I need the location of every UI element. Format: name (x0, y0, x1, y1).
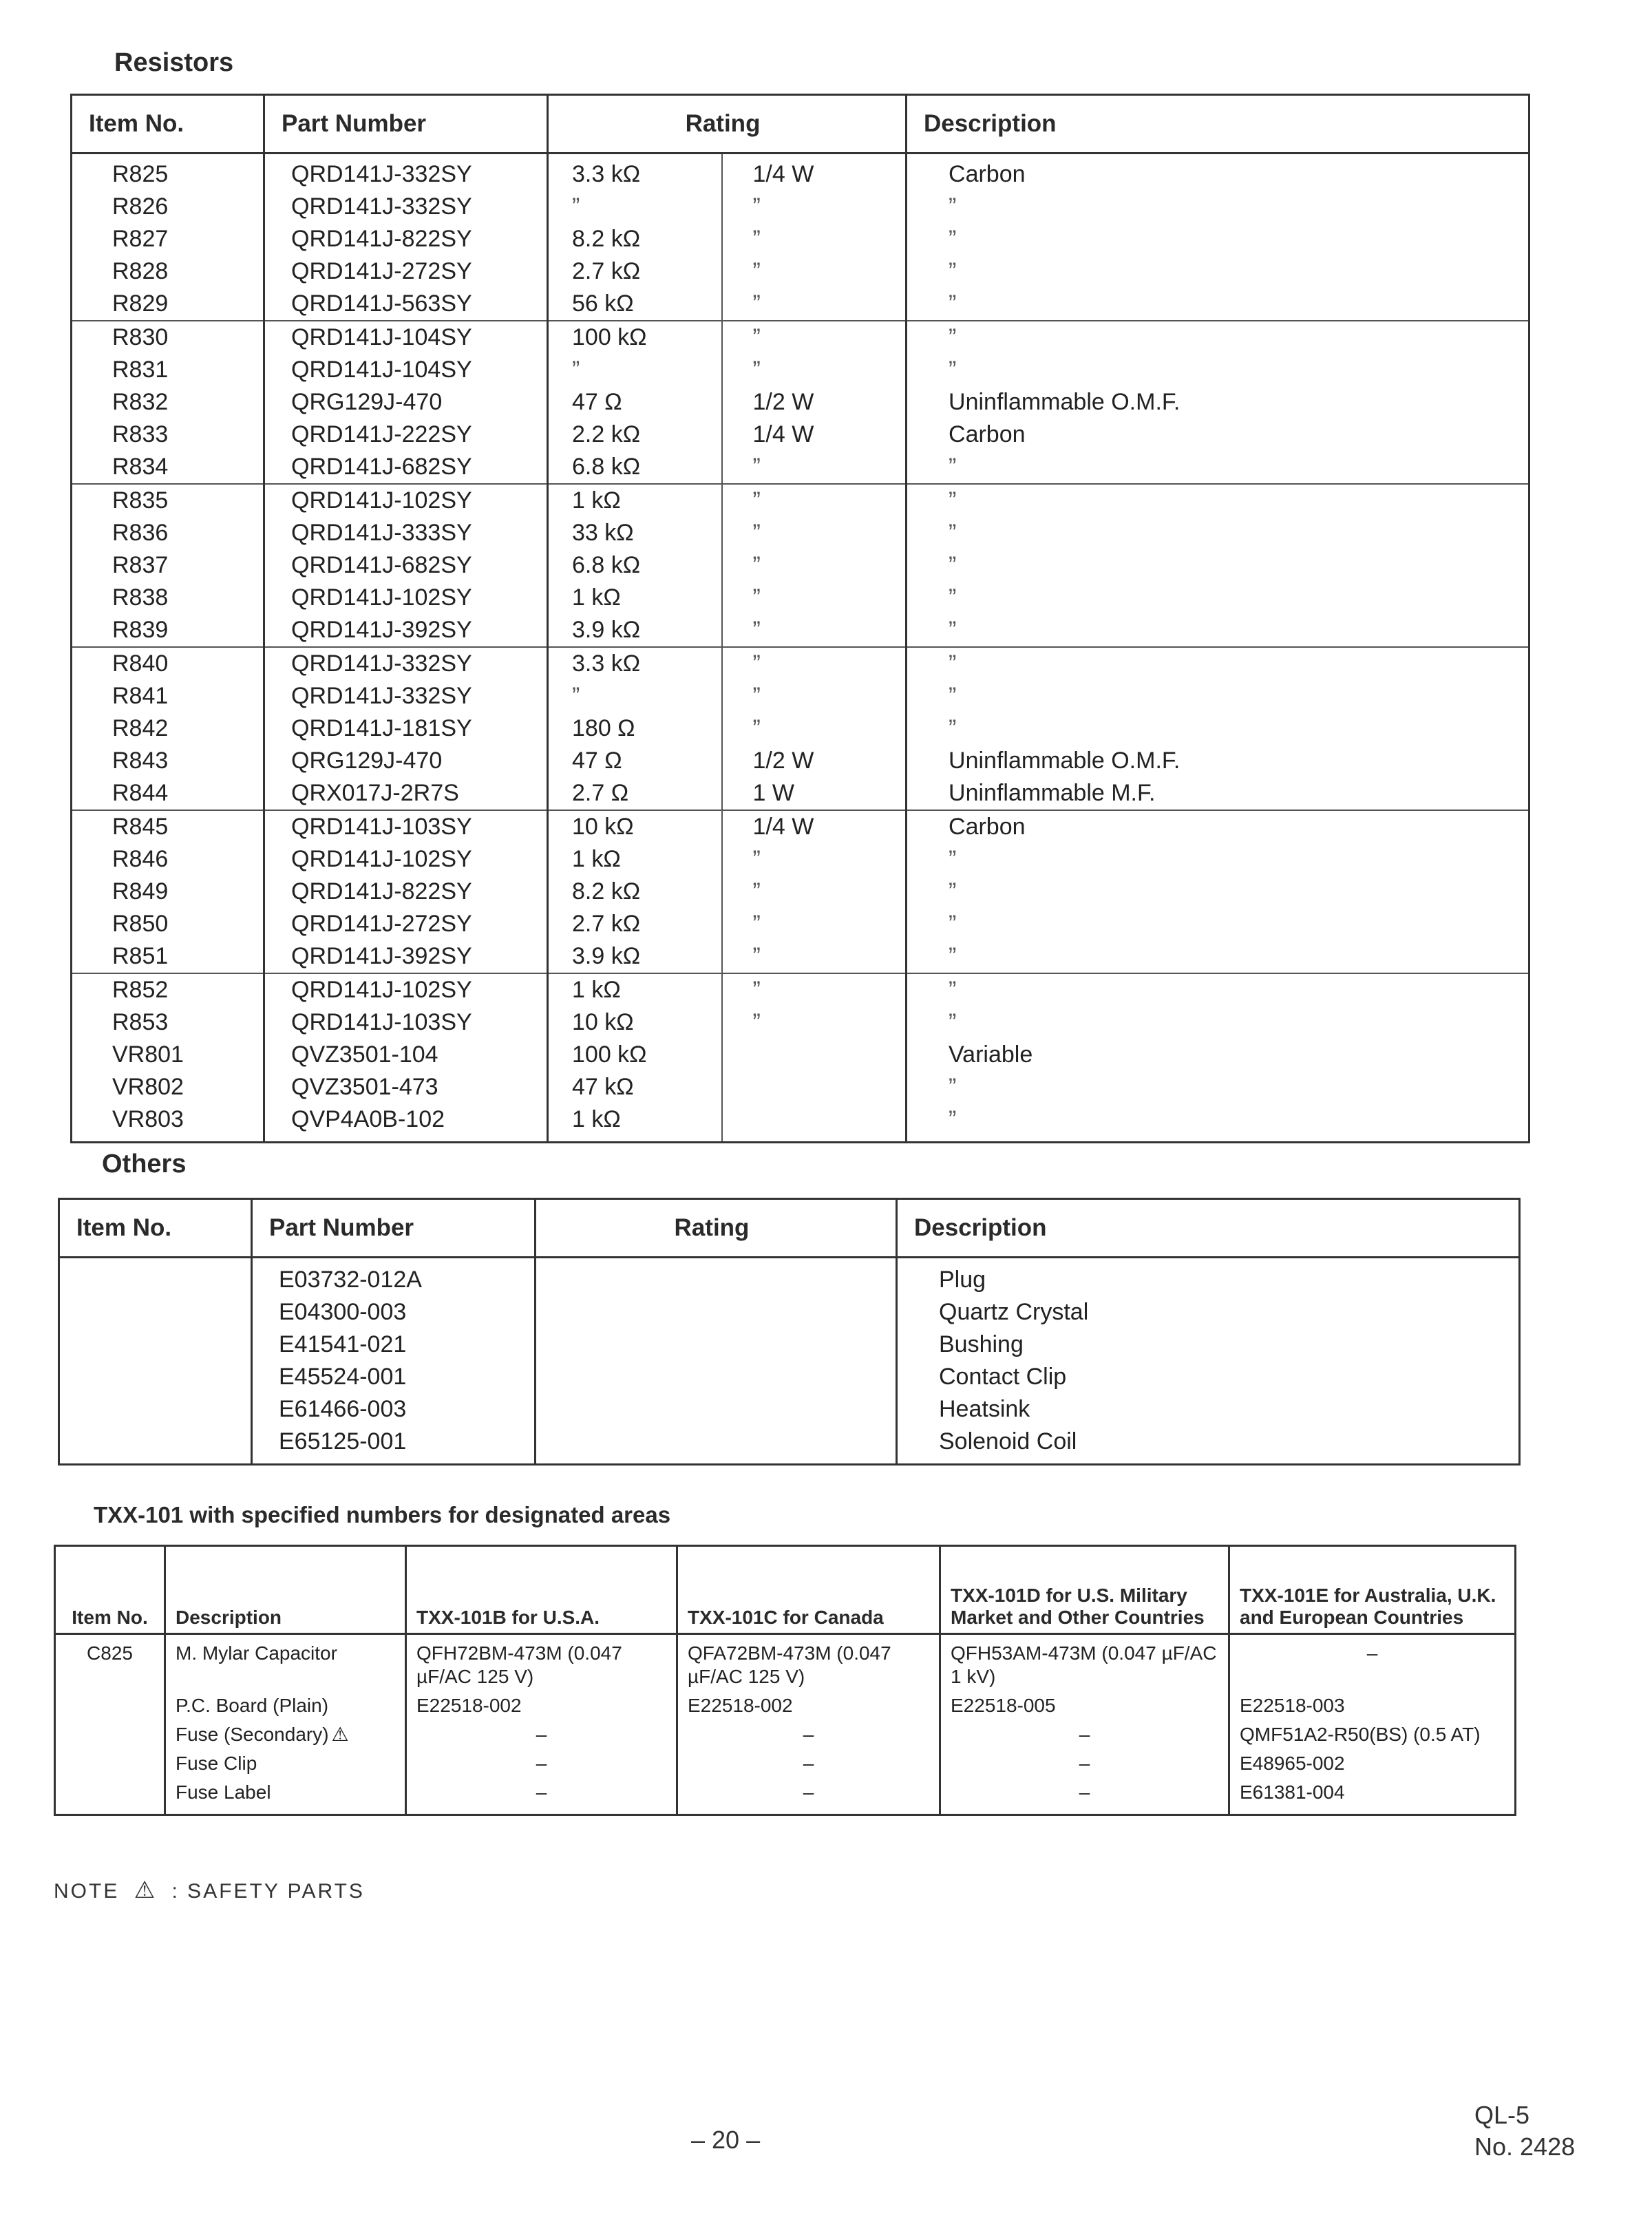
txx-table (54, 1545, 1516, 1816)
part-number: QRD141J-272SY (264, 908, 548, 940)
table-row (72, 973, 1529, 1006)
rating-power: ” (722, 451, 907, 484)
part-c: – (677, 1778, 940, 1815)
resistors-body (72, 154, 1529, 1143)
txx-header-101c: TXX-101C for Canada (677, 1546, 940, 1634)
description: Carbon (907, 419, 1529, 451)
table-row (72, 843, 1529, 876)
description-text: P.C. Board (Plain) (176, 1695, 329, 1716)
others-header-part-number: Part Number (252, 1199, 536, 1258)
description: ” (907, 876, 1529, 908)
safety-warning-icon: ⚠ (134, 1877, 158, 1903)
description: ” (907, 517, 1529, 549)
rating-value: 2.7 kΩ (548, 255, 722, 288)
part-e: – (1229, 1634, 1516, 1692)
item-no: R838 (72, 582, 264, 614)
description: ” (907, 549, 1529, 582)
table-row (72, 777, 1529, 810)
part-number: QRX017J-2R7S (264, 777, 548, 810)
table-row (72, 517, 1529, 549)
part-e: E22518-003 (1229, 1691, 1516, 1720)
part-number: QRD141J-102SY (264, 582, 548, 614)
table-row (72, 354, 1529, 386)
rating-value: 3.3 kΩ (548, 647, 722, 680)
rating-value: 2.7 kΩ (548, 908, 722, 940)
part-c: E22518-002 (677, 1691, 940, 1720)
description (165, 1634, 406, 1692)
item-no: C825 (55, 1634, 165, 1692)
item-no: R849 (72, 876, 264, 908)
part-number: QRD141J-102SY (264, 843, 548, 876)
others-body (59, 1258, 1520, 1465)
table-row (59, 1426, 1520, 1465)
others-header-item-no: Item No. (59, 1199, 252, 1258)
description (165, 1749, 406, 1778)
table-row (72, 484, 1529, 517)
table-row (59, 1296, 1520, 1329)
txx-body (55, 1634, 1516, 1815)
part-number: QRD141J-102SY (264, 973, 548, 1006)
item-no: R833 (72, 419, 264, 451)
description-text: Fuse Label (176, 1781, 271, 1803)
description: Uninflammable O.M.F. (907, 386, 1529, 419)
part-number: QRD141J-104SY (264, 354, 548, 386)
table-row (55, 1634, 1516, 1692)
rating-value: 33 kΩ (548, 517, 722, 549)
rating-value: 3.3 kΩ (548, 154, 722, 191)
description: Solenoid Coil (897, 1426, 1520, 1465)
table-row (55, 1749, 1516, 1778)
rating-power: ” (722, 321, 907, 354)
item-no (55, 1720, 165, 1749)
item-no: R831 (72, 354, 264, 386)
item-no: VR803 (72, 1103, 264, 1143)
others-table (58, 1198, 1521, 1466)
note-label: NOTE (54, 1880, 120, 1903)
part-c: QFA72BM-473M (0.047 µF/AC 125 V) (677, 1634, 940, 1692)
resistors-table (70, 94, 1530, 1143)
rating-value: 56 kΩ (548, 288, 722, 321)
part-number: QRG129J-470 (264, 386, 548, 419)
rating-power: ” (722, 908, 907, 940)
part-number: QRD141J-822SY (264, 876, 548, 908)
rating-power: ” (722, 843, 907, 876)
item-no: R843 (72, 745, 264, 777)
description: ” (907, 288, 1529, 321)
description-text: Fuse Clip (176, 1753, 257, 1774)
item-no: R832 (72, 386, 264, 419)
part-number: QRD141J-332SY (264, 647, 548, 680)
description (165, 1691, 406, 1720)
part-number: QRD141J-822SY (264, 223, 548, 255)
item-no: R829 (72, 288, 264, 321)
table-row (72, 940, 1529, 973)
part-number: QRD141J-104SY (264, 321, 548, 354)
rating-power: ” (722, 712, 907, 745)
part-d: – (940, 1749, 1229, 1778)
table-row (72, 1039, 1529, 1071)
description: Bushing (897, 1329, 1520, 1361)
rating-power: ” (722, 549, 907, 582)
part-number: QRD141J-103SY (264, 1006, 548, 1039)
part-number: QRD141J-333SY (264, 517, 548, 549)
table-row (72, 321, 1529, 354)
item-no: R830 (72, 321, 264, 354)
table-row (72, 614, 1529, 647)
item-no: R834 (72, 451, 264, 484)
txx-header-description: Description (165, 1546, 406, 1634)
others-header-rating: Rating (536, 1199, 897, 1258)
table-row (72, 223, 1529, 255)
rating-power: 1/4 W (722, 419, 907, 451)
table-row (72, 549, 1529, 582)
table-row (72, 288, 1529, 321)
rating (536, 1361, 897, 1393)
rating-value: 3.9 kΩ (548, 940, 722, 973)
rating-power (722, 1071, 907, 1103)
part-number: QRD141J-392SY (264, 940, 548, 973)
item-no: R844 (72, 777, 264, 810)
part-b: – (406, 1749, 677, 1778)
part-c: – (677, 1720, 940, 1749)
item-no: R850 (72, 908, 264, 940)
description: ” (907, 1006, 1529, 1039)
item-no: R839 (72, 614, 264, 647)
item-no (55, 1778, 165, 1815)
description: ” (907, 712, 1529, 745)
part-d: E22518-005 (940, 1691, 1229, 1720)
item-no (55, 1749, 165, 1778)
rating (536, 1296, 897, 1329)
description: Carbon (907, 154, 1529, 191)
part-number: QRD141J-102SY (264, 484, 548, 517)
part-number: E03732-012A (252, 1258, 536, 1297)
rating-power: ” (722, 614, 907, 647)
table-row (72, 876, 1529, 908)
txx-title: TXX-101 with specified numbers for designated areas (94, 1502, 671, 1527)
rating-value: 1 kΩ (548, 973, 722, 1006)
item-no (59, 1426, 252, 1465)
rating-value: ” (548, 680, 722, 712)
description: Uninflammable M.F. (907, 777, 1529, 810)
description: Carbon (907, 810, 1529, 843)
table-row (72, 908, 1529, 940)
rating-value: 8.2 kΩ (548, 223, 722, 255)
part-b: – (406, 1778, 677, 1815)
header-item-no: Item No. (72, 95, 264, 154)
part-e: QMF51A2-R50(BS) (0.5 AT) (1229, 1720, 1516, 1749)
description: ” (907, 680, 1529, 712)
table-row (72, 680, 1529, 712)
description: Plug (897, 1258, 1520, 1297)
rating-power: ” (722, 484, 907, 517)
description-text: M. Mylar Capacitor (176, 1642, 337, 1664)
item-no: R828 (72, 255, 264, 288)
item-no (59, 1258, 252, 1297)
description: ” (907, 647, 1529, 680)
description: Variable (907, 1039, 1529, 1071)
part-number: QRG129J-470 (264, 745, 548, 777)
note-text: : SAFETY PARTS (171, 1880, 365, 1903)
rating (536, 1329, 897, 1361)
part-number: QVP4A0B-102 (264, 1103, 548, 1143)
item-no: R841 (72, 680, 264, 712)
rating-value: 47 kΩ (548, 1071, 722, 1103)
header-part-number: Part Number (264, 95, 548, 154)
rating-power: ” (722, 517, 907, 549)
part-d: – (940, 1720, 1229, 1749)
rating-power: ” (722, 973, 907, 1006)
resistors-header-row (72, 95, 1529, 154)
table-row (55, 1778, 1516, 1815)
item-no: R836 (72, 517, 264, 549)
rating-value: 100 kΩ (548, 321, 722, 354)
part-number: E61466-003 (252, 1393, 536, 1426)
rating-power: 1 W (722, 777, 907, 810)
rating-value: 47 Ω (548, 745, 722, 777)
description-text: Fuse (Secondary) (176, 1724, 329, 1745)
rating-power: ” (722, 647, 907, 680)
description: ” (907, 354, 1529, 386)
item-no: R851 (72, 940, 264, 973)
part-e: E48965-002 (1229, 1749, 1516, 1778)
part-c: – (677, 1749, 940, 1778)
table-row (59, 1258, 1520, 1297)
txx-header-item-no: Item No. (55, 1546, 165, 1634)
rating-value: 100 kΩ (548, 1039, 722, 1071)
rating (536, 1426, 897, 1465)
rating-value: 8.2 kΩ (548, 876, 722, 908)
header-rating: Rating (548, 95, 907, 154)
txx-header-101e: TXX-101E for Australia, U.K. and European Countries (1229, 1546, 1516, 1634)
table-row (72, 810, 1529, 843)
rating-value: ” (548, 191, 722, 223)
table-row (59, 1329, 1520, 1361)
header-description: Description (907, 95, 1529, 154)
part-number: E41541-021 (252, 1329, 536, 1361)
item-no (59, 1329, 252, 1361)
rating-power: ” (722, 680, 907, 712)
others-title: Others (102, 1150, 187, 1178)
item-no (59, 1361, 252, 1393)
description: ” (907, 1071, 1529, 1103)
rating-power: ” (722, 255, 907, 288)
rating-power: 1/4 W (722, 154, 907, 191)
part-number: QVZ3501-104 (264, 1039, 548, 1071)
description: ” (907, 908, 1529, 940)
rating-value: 1 kΩ (548, 582, 722, 614)
table-row (55, 1720, 1516, 1749)
document-number: No. 2428 (1474, 2133, 1576, 2161)
rating-power: ” (722, 1006, 907, 1039)
item-no: R840 (72, 647, 264, 680)
item-no: R852 (72, 973, 264, 1006)
description: Heatsink (897, 1393, 1520, 1426)
part-number: E45524-001 (252, 1361, 536, 1393)
item-no: R827 (72, 223, 264, 255)
description: ” (907, 614, 1529, 647)
rating-power (722, 1103, 907, 1143)
rating-power: ” (722, 288, 907, 321)
description: Uninflammable O.M.F. (907, 745, 1529, 777)
rating-power: 1/4 W (722, 810, 907, 843)
rating-value: 1 kΩ (548, 484, 722, 517)
part-number: QRD141J-682SY (264, 549, 548, 582)
item-no (59, 1393, 252, 1426)
rating-value: ” (548, 354, 722, 386)
description: ” (907, 191, 1529, 223)
rating-power: 1/2 W (722, 745, 907, 777)
description (165, 1778, 406, 1815)
part-number: QRD141J-332SY (264, 154, 548, 191)
safety-warning-icon: ⚠ (331, 1724, 349, 1745)
rating-value: 47 Ω (548, 386, 722, 419)
description: Quartz Crystal (897, 1296, 1520, 1329)
rating-power: ” (722, 191, 907, 223)
table-row (72, 712, 1529, 745)
description (165, 1720, 406, 1749)
part-e: E61381-004 (1229, 1778, 1516, 1815)
part-d: – (940, 1778, 1229, 1815)
table-row (72, 255, 1529, 288)
rating-power: ” (722, 354, 907, 386)
table-row (72, 419, 1529, 451)
rating (536, 1393, 897, 1426)
txx-header-row (55, 1546, 1516, 1634)
rating-value: 1 kΩ (548, 1103, 722, 1143)
description: Contact Clip (897, 1361, 1520, 1393)
table-row (72, 1103, 1529, 1143)
rating-value: 2.2 kΩ (548, 419, 722, 451)
others-header-row (59, 1199, 1520, 1258)
description: ” (907, 484, 1529, 517)
part-b: E22518-002 (406, 1691, 677, 1720)
rating-power: ” (722, 876, 907, 908)
part-number: QVZ3501-473 (264, 1071, 548, 1103)
part-number: QRD141J-103SY (264, 810, 548, 843)
rating-power: 1/2 W (722, 386, 907, 419)
model-code: QL-5 (1474, 2101, 1530, 2129)
description: ” (907, 582, 1529, 614)
rating-value: 3.9 kΩ (548, 614, 722, 647)
part-number: QRD141J-332SY (264, 191, 548, 223)
txx-header-101b: TXX-101B for U.S.A. (406, 1546, 677, 1634)
item-no: R835 (72, 484, 264, 517)
part-number: QRD141J-392SY (264, 614, 548, 647)
rating-value: 1 kΩ (548, 843, 722, 876)
item-no: VR802 (72, 1071, 264, 1103)
resistors-title: Resistors (114, 48, 234, 77)
part-number: QRD141J-332SY (264, 680, 548, 712)
part-number: E04300-003 (252, 1296, 536, 1329)
table-row (72, 582, 1529, 614)
table-row (72, 191, 1529, 223)
table-row (59, 1393, 1520, 1426)
others-header-description: Description (897, 1199, 1520, 1258)
item-no (59, 1296, 252, 1329)
item-no: R825 (72, 154, 264, 191)
part-d: QFH53AM-473M (0.047 µF/AC 1 kV) (940, 1634, 1229, 1692)
table-row (72, 386, 1529, 419)
rating-value: 2.7 Ω (548, 777, 722, 810)
rating-value: 10 kΩ (548, 810, 722, 843)
table-row (72, 1006, 1529, 1039)
page-number: – 20 – (691, 2126, 761, 2154)
description: ” (907, 223, 1529, 255)
rating-value: 6.8 kΩ (548, 549, 722, 582)
rating-value: 10 kΩ (548, 1006, 722, 1039)
part-number: QRD141J-272SY (264, 255, 548, 288)
table-row (72, 451, 1529, 484)
description: ” (907, 451, 1529, 484)
table-row (72, 1071, 1529, 1103)
description: ” (907, 321, 1529, 354)
part-number: E65125-001 (252, 1426, 536, 1465)
rating-power: ” (722, 582, 907, 614)
item-no: R845 (72, 810, 264, 843)
item-no: VR801 (72, 1039, 264, 1071)
txx-header-101d: TXX-101D for U.S. Military Market and Other Countries (940, 1546, 1229, 1634)
description: ” (907, 843, 1529, 876)
safety-note (54, 1876, 365, 1904)
item-no: R826 (72, 191, 264, 223)
table-row (55, 1691, 1516, 1720)
part-b: QFH72BM-473M (0.047 µF/AC 125 V) (406, 1634, 677, 1692)
part-number: QRD141J-181SY (264, 712, 548, 745)
table-row (72, 745, 1529, 777)
table-row (72, 154, 1529, 191)
table-row (72, 647, 1529, 680)
part-number: QRD141J-682SY (264, 451, 548, 484)
rating-value: 180 Ω (548, 712, 722, 745)
description: ” (907, 940, 1529, 973)
rating-power: ” (722, 940, 907, 973)
part-b: – (406, 1720, 677, 1749)
rating-power (722, 1039, 907, 1071)
part-number: QRD141J-222SY (264, 419, 548, 451)
item-no: R846 (72, 843, 264, 876)
description: ” (907, 1103, 1529, 1143)
item-no: R837 (72, 549, 264, 582)
rating-power: ” (722, 223, 907, 255)
rating-value: 6.8 kΩ (548, 451, 722, 484)
rating (536, 1258, 897, 1297)
item-no: R853 (72, 1006, 264, 1039)
part-number: QRD141J-563SY (264, 288, 548, 321)
description: ” (907, 255, 1529, 288)
item-no (55, 1691, 165, 1720)
table-row (59, 1361, 1520, 1393)
item-no: R842 (72, 712, 264, 745)
description: ” (907, 973, 1529, 1006)
